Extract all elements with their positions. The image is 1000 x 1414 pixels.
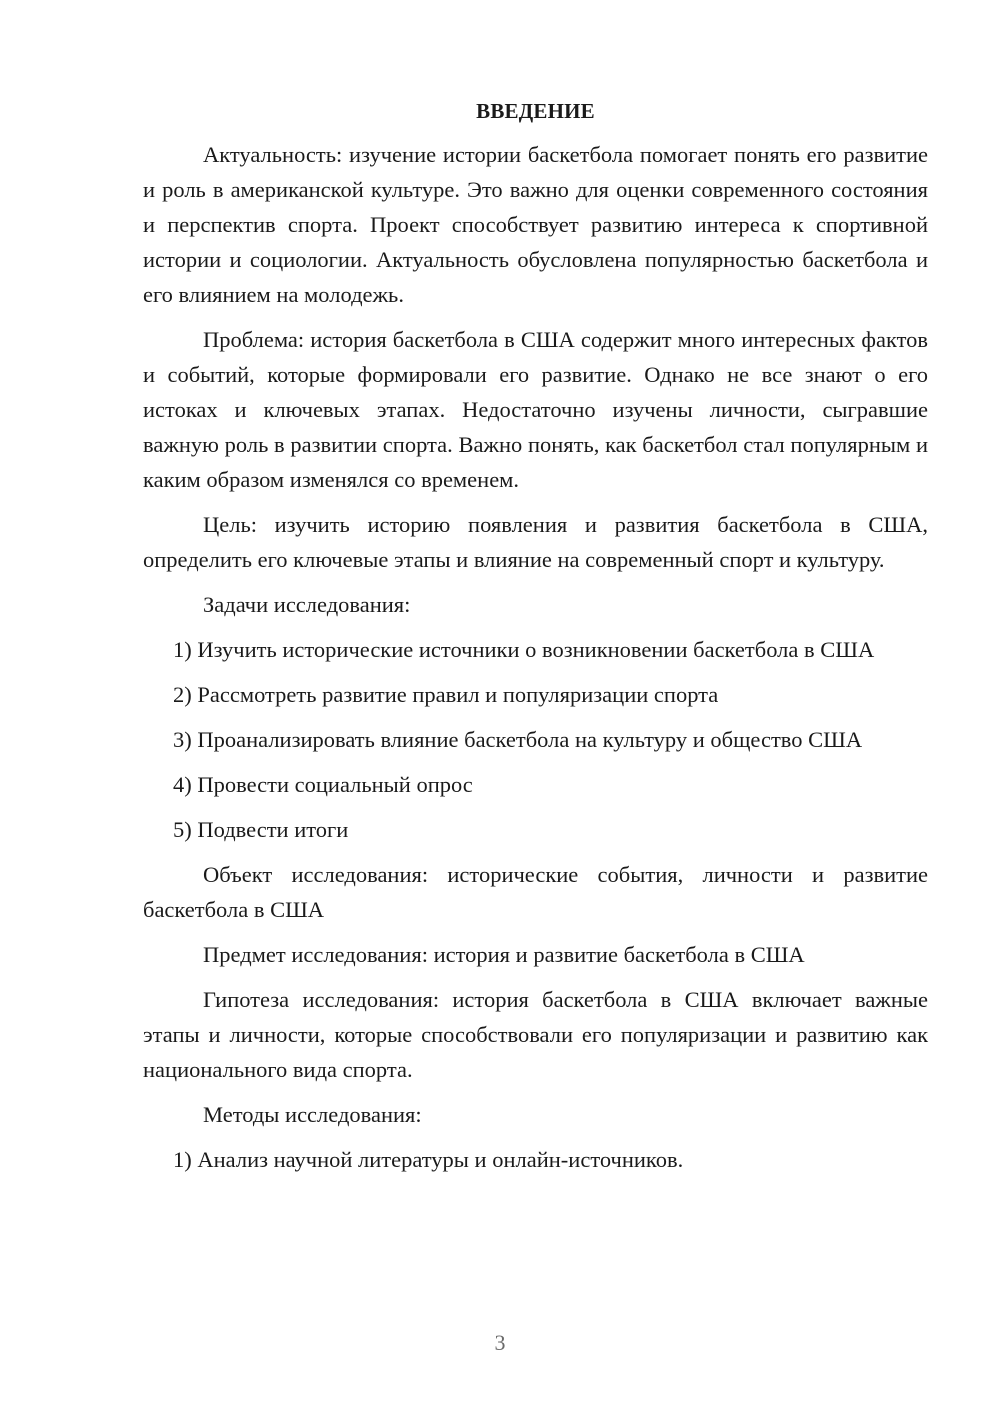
method-item-1: 1) Анализ научной литературы и онлайн-источников.	[173, 1147, 684, 1172]
hypothesis-paragraph: Гипотеза исследования: история баскетбола в США включает важные этапы и личности, которые способствовали его популяризации и развитию как национального вида спорта.	[143, 987, 928, 1082]
goal-paragraph: Цель: изучить историю появления и развития баскетбола в США, определить его ключевые этапы и влияние на современный спорт и культуру.	[143, 512, 928, 572]
document-page	[143, 95, 928, 1187]
task-item-4: 4) Провести социальный опрос	[173, 772, 473, 797]
page-number: 3	[494, 1330, 506, 1355]
subject-paragraph: Предмет исследования: история и развитие баскетбола в США	[203, 942, 805, 967]
methods-heading: Методы исследования:	[203, 1102, 422, 1127]
task-item-2: 2) Рассмотреть развитие правил и популяризации спорта	[173, 682, 719, 707]
task-item-5: 5) Подвести итоги	[173, 817, 349, 842]
relevance-paragraph: Актуальность: изучение истории баскетбола помогает понять его развитие и роль в американской культуре. Это важно для оценки современного состояния и перспектив спорта. Проект способствует развитию интереса к спортивной истории и социологии. Актуальность обусловлена популярностью баскетбола и его влиянием на молодежь.	[143, 142, 928, 307]
object-paragraph: Объект исследования: исторические события, личности и развитие баскетбола в США	[143, 862, 928, 922]
problem-paragraph: Проблема: история баскетбола в США содержит много интересных фактов и событий, которые формировали его развитие. Однако не все знают о его истоках и ключевых этапах. Недостаточно изучены личности, сыгравшие важную роль в развитии спорта. Важно понять, как баскетбол стал популярным и каким образом изменялся со временем.	[143, 327, 928, 492]
task-item-3: 3) Проанализировать влияние баскетбола на культуру и общество США	[173, 727, 863, 752]
tasks-heading: Задачи исследования:	[203, 592, 411, 617]
task-item-1: 1) Изучить исторические источники о возникновении баскетбола в США	[173, 637, 875, 662]
page-title: ВВЕДЕНИЕ	[476, 99, 595, 123]
